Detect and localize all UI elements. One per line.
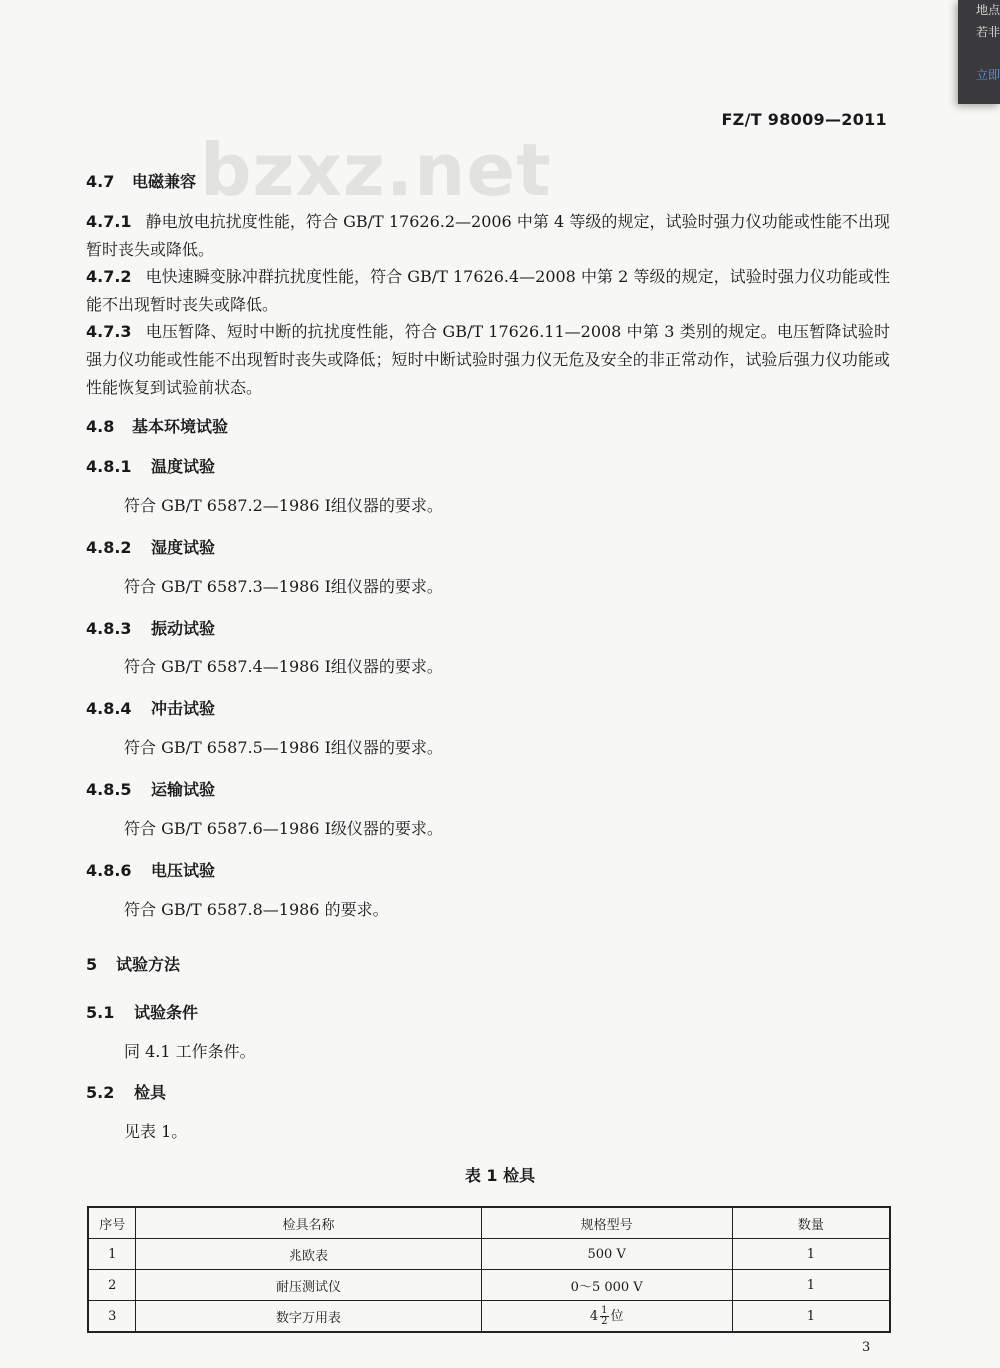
cell-no: 2 <box>88 1270 136 1301</box>
section-4-8-1-heading <box>86 457 215 477</box>
spec-unit: 位 <box>610 1309 624 1324</box>
section-title: 温度试验 <box>151 457 216 476</box>
section-4-8-3-text: 符合 GB/T 6587.4—1986 Ⅰ组仪器的要求。 <box>124 657 443 676</box>
section-4-8-4-text: 符合 GB/T 6587.5—1986 Ⅰ组仪器的要求。 <box>124 738 443 757</box>
section-number: 4.8.3 <box>86 619 132 638</box>
clause-4-7-1 <box>86 208 890 264</box>
clause-text: 静电放电抗扰度性能，符合 GB/T 17626.2—2006 中第 4 等级的规定，试验时强力仪功能或性能不出现暂时丧失或降低。 <box>86 212 890 259</box>
fraction-numerator: 1 <box>601 1305 608 1316</box>
section-title: 冲击试验 <box>151 699 216 718</box>
popup-line-1: 地点 <box>976 3 1000 17</box>
popup-line-2: 若非 <box>976 25 1000 39</box>
header-qty: 数量 <box>732 1207 890 1239</box>
section-number: 4.8.4 <box>86 699 132 718</box>
section-5-heading <box>86 955 180 975</box>
section-number: 4.8.5 <box>86 780 132 799</box>
section-4-7-heading <box>86 172 196 192</box>
cell-no: 3 <box>88 1301 136 1333</box>
clause-text: 电快速瞬变脉冲群抗扰度性能，符合 GB/T 17626.4—2008 中第 2 等级的规定，试验时强力仪功能或性能不出现暂时丧失或降低。 <box>86 267 890 314</box>
section-title: 电压试验 <box>151 861 216 880</box>
clause-number: 4.7.3 <box>86 322 132 341</box>
header-spec: 规格型号 <box>481 1207 732 1239</box>
section-4-8-heading <box>86 417 228 437</box>
spec-fraction <box>600 1306 608 1327</box>
section-4-8-6-text: 符合 GB/T 6587.8—1986 的要求。 <box>124 900 389 919</box>
section-title: 电磁兼容 <box>132 172 197 191</box>
cell-spec: 0～5 000 V <box>481 1270 732 1301</box>
cell-qty: 1 <box>732 1270 890 1301</box>
section-4-8-4-heading <box>86 699 215 719</box>
standard-number: FZ/T 98009—2011 <box>721 110 887 129</box>
section-4-8-6-heading <box>86 861 215 881</box>
cell-name: 耐压测试仪 <box>136 1270 481 1301</box>
section-number: 5.1 <box>86 1003 115 1022</box>
cell-name: 兆欧表 <box>136 1239 481 1270</box>
section-number: 4.7 <box>86 172 115 191</box>
section-title: 湿度试验 <box>151 538 216 557</box>
table-row <box>88 1270 890 1301</box>
section-4-8-2-text: 符合 GB/T 6587.3—1986 Ⅰ组仪器的要求。 <box>124 577 443 596</box>
table-row <box>88 1301 890 1333</box>
section-title: 振动试验 <box>151 619 216 638</box>
cell-qty: 1 <box>732 1239 890 1270</box>
watermark: bzxz.net <box>200 128 552 212</box>
clause-number: 4.7.2 <box>86 267 132 286</box>
section-number: 4.8 <box>86 417 115 436</box>
section-number: 5 <box>86 955 98 974</box>
popup-link[interactable]: 立即 <box>976 68 1000 82</box>
section-4-8-2-heading <box>86 538 215 558</box>
section-5-2-heading <box>86 1083 166 1103</box>
header-no: 序号 <box>88 1207 136 1239</box>
section-4-8-5-heading <box>86 780 215 800</box>
notification-popup[interactable] <box>958 0 1000 104</box>
table-row <box>88 1239 890 1270</box>
cell-spec: 500 V <box>481 1239 732 1270</box>
fraction-denominator: 2 <box>601 1316 608 1327</box>
cell-qty: 1 <box>732 1301 890 1333</box>
spec-integer: 4 <box>589 1309 599 1324</box>
section-title: 运输试验 <box>151 780 216 799</box>
section-title: 试验条件 <box>134 1003 199 1022</box>
section-number: 4.8.1 <box>86 457 132 476</box>
section-number: 4.8.2 <box>86 538 132 557</box>
section-4-8-5-text: 符合 GB/T 6587.6—1986 Ⅰ级仪器的要求。 <box>124 819 443 838</box>
section-title: 基本环境试验 <box>132 417 229 436</box>
clause-4-7-2 <box>86 263 890 319</box>
page-number: 3 <box>862 1340 871 1355</box>
section-title: 试验方法 <box>116 955 181 974</box>
section-4-8-1-text: 符合 GB/T 6587.2—1986 Ⅰ组仪器的要求。 <box>124 496 443 515</box>
header-name: 检具名称 <box>136 1207 481 1239</box>
clause-number: 4.7.1 <box>86 212 132 231</box>
table-header-row <box>88 1207 890 1239</box>
section-5-2-text: 见表 1。 <box>124 1122 188 1141</box>
section-title: 检具 <box>134 1083 167 1102</box>
cell-name: 数字万用表 <box>136 1301 481 1333</box>
section-5-1-text: 同 4.1 工作条件。 <box>124 1042 256 1061</box>
cell-spec <box>481 1301 732 1333</box>
section-number: 5.2 <box>86 1083 115 1102</box>
section-5-1-heading <box>86 1003 198 1023</box>
section-4-8-3-heading <box>86 619 215 639</box>
clause-text: 电压暂降、短时中断的抗扰度性能，符合 GB/T 17626.11—2008 中第 3 类别的规定。电压暂降试验时强力仪功能或性能不出现暂时丧失或降低；短时中断试验时强力仪无危及安全的非正常动作，试验后强力仪功能或性能恢复到试验前状态。 <box>86 322 890 397</box>
inspection-tools-table <box>87 1206 891 1333</box>
section-number: 4.8.6 <box>86 861 132 880</box>
clause-4-7-3 <box>86 318 890 402</box>
table-title: 表 1 检具 <box>464 1166 536 1185</box>
cell-no: 1 <box>88 1239 136 1270</box>
